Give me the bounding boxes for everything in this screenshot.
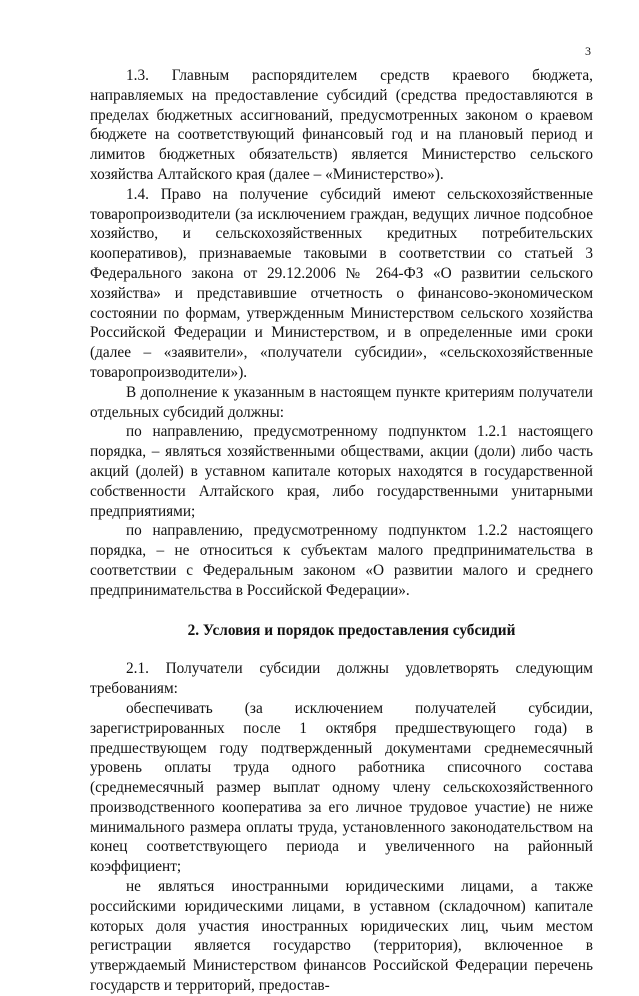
paragraph-1-3: 1.3. Главным распорядителем средств краевого бюджета, направляемых на предоставление субсидий (средства предоставляются в пределах бюджетных ассигнований, предусмотренных законом о краевом бюджете на соответствующий финансовый год и на плановый период и лимитов бюджетных обязательств) является Министерство сельского хозяйства Алтайского края (далее – «Министерство»).	[90, 67, 593, 183]
paragraph-1-4: 1.4. Право на получение субсидий имеют сельскохозяйственные товаропроизводители (за исключением граждан, ведущих личное подсобное хозяйство, и сельскохозяйственных кредитных потребительских кооперативов), признаваемые таковыми в соответствии со статьей 3 Федерального закона от 29.12.2006 № 264-ФЗ «О развитии сельского хозяйства» и представившие отчетность о финансово-экономическом состоянии по формам, утвержденным Министерством сельского хозяйства Российской Федерации и Министерством, и в определенные ими сроки (далее – «заявители», «получатели субсидии», «сельскохозяйственные товаропроизводители»).	[90, 185, 593, 381]
page-number: 3	[585, 44, 591, 58]
section-2-heading: 2. Условия и порядок предоставления субсидий	[187, 621, 516, 639]
paragraph-foreign-entity: не являться иностранными юридическими лицами, а также российскими юридическими лицами, в уставном (складочном) капитале которых доля участия иностранных юридических лиц, чьим местом регистрации является государство (территория), включенное в утверждаемый Министерством финансов Российской Федерации перечень государств и территорий, предостав-	[90, 878, 593, 995]
paragraph-2-1: 2.1. Получатели субсидии должны удовлетворять следующим требованиям:	[90, 660, 593, 698]
paragraph-wage-requirement: обеспечивать (за исключением получателей субсидии, зарегистрированных после 1 октября предшествующего года) в предшествующем году подтвержденный документами среднемесячный уровень оплаты труда одного работника списочного состава (среднемесячный размер выплат одному члену сельскохозяйственного производственного кооператива за его личное трудовое участие) не ниже минимального размера оплаты труда, установленного законодательством на конец соответствующего периода и увеличенного на районный коэффициент;	[90, 699, 593, 876]
paragraph-direction-1-2-1: по направлению, предусмотренному подпунктом 1.2.1 настоящего порядка, – являться хозяйственными обществами, акции (доли) либо часть акций (долей) в уставном капитале которых находятся в государственной собственности Алтайского края, либо государственными унитарными предприятиями;	[90, 423, 593, 520]
paragraph-direction-1-2-2: по направлению, предусмотренному подпунктом 1.2.2 настоящего порядка, – не относиться к субъектам малого предпринимательства в соответствии с Федеральным законом «О развитии малого и среднего предпринимательства в Российской Федерации».	[90, 522, 593, 599]
paragraph-additional-criteria: В дополнение к указанным в настоящем пункте критериям получатели отдельных субсидий должны:	[90, 383, 593, 421]
